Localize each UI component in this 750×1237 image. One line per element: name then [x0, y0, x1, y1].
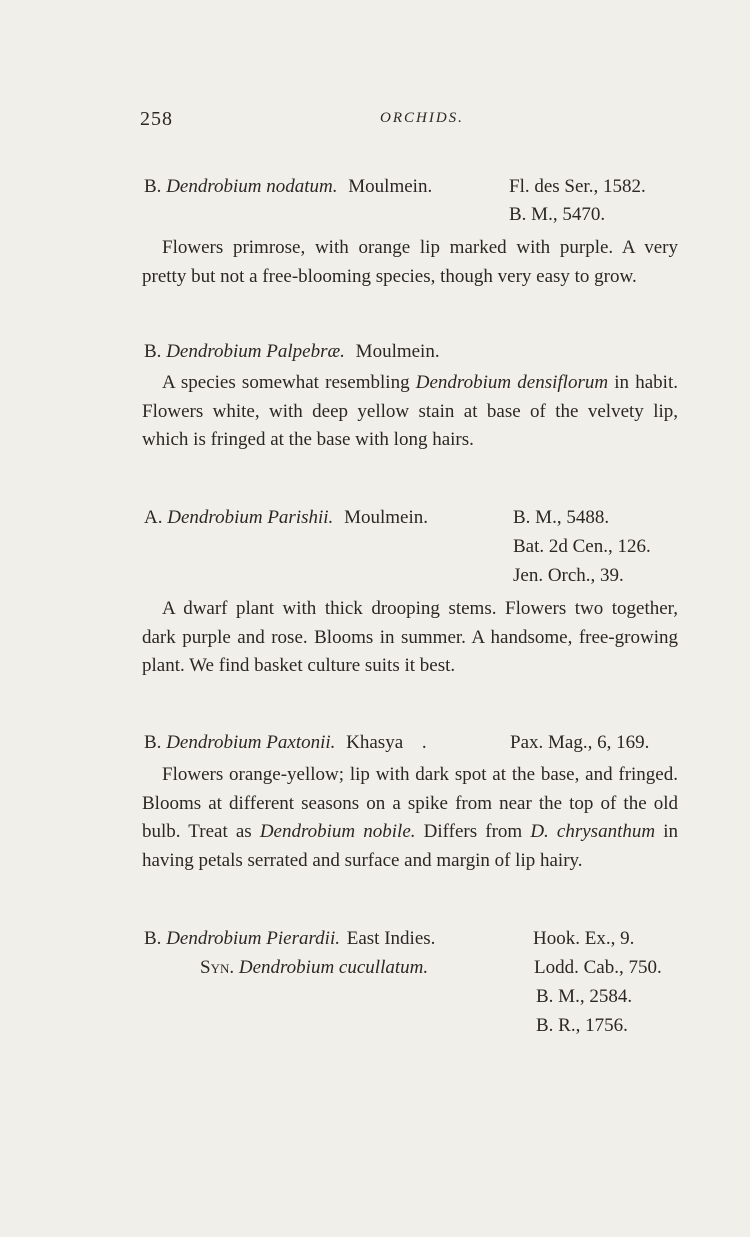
- synonym-line: [200, 957, 520, 985]
- synonym-name: Dendrobium cucullatum.: [238, 957, 429, 978]
- entry-class: B.: [144, 176, 162, 197]
- entry-species: Dendrobium Palpebræ.: [166, 341, 345, 362]
- entry-locality: Moulmein.: [344, 507, 428, 528]
- entry-locality: Moulmein.: [348, 176, 433, 197]
- running-title: ORCHIDS.: [380, 110, 464, 126]
- entry-class: B.: [144, 732, 162, 753]
- entry-reference: Hook. Ex., 9.: [533, 928, 635, 949]
- synonym-label: Syn.: [200, 957, 235, 978]
- entry-reference: B. M., 5470.: [509, 204, 606, 225]
- page-number: 258: [140, 108, 173, 130]
- entry-reference: Jen. Orch., 39.: [513, 565, 624, 586]
- entry-reference: Bat. 2d Cen., 126.: [513, 536, 651, 557]
- entry-class: A.: [144, 507, 163, 528]
- entry-locality: East Indies.: [346, 928, 436, 949]
- synonym-reference: B. M., 2584.: [536, 986, 633, 1007]
- entry-class: B.: [144, 928, 162, 949]
- entry-locality: Moulmein.: [355, 341, 440, 362]
- entry-heading: [144, 341, 684, 369]
- entry-locality: Khasya: [346, 732, 404, 753]
- synonym-reference: B. R., 1756.: [536, 1015, 628, 1036]
- entry-reference: B. M., 5488.: [513, 507, 610, 528]
- entry-description: Flowers primrose, with orange lip marked with purple. A very pretty but not a free-blooming species, though very easy to grow.: [142, 237, 678, 287]
- entry-separator-dot: .: [421, 732, 427, 753]
- entry-description: A dwarf plant with thick drooping stems. Flowers two together, dark purple and rose. Blooms in summer. A handsome, free-growing plant. We find basket culture suits it best.: [142, 598, 678, 677]
- entry-reference: Fl. des Ser., 1582.: [509, 176, 646, 197]
- entry-species: Dendrobium Paxtonii.: [166, 732, 336, 753]
- entry-reference: Pax. Mag., 6, 169.: [510, 732, 650, 753]
- entry-species: Dendrobium Pierardii.: [166, 928, 340, 949]
- entry-class: B.: [144, 341, 162, 362]
- entry-species: Dendrobium nodatum.: [166, 176, 338, 197]
- entry-species: Dendrobium Parishii.: [167, 507, 334, 528]
- entry-description: Flowers orange-yellow; lip with dark spot at the base, and fringed. Blooms at different seasons on a spike from near the top of the old bulb. Treat as Dendrobium nobile. Differs from D. chrysanthum in having petals serrated and surface and margin of lip hairy.: [142, 764, 678, 871]
- synonym-reference: Lodd. Cab., 750.: [534, 957, 662, 978]
- page-header: [140, 108, 680, 134]
- entry-description: A species somewhat resembling Dendrobium densiflorum in habit. Flowers white, with deep yellow stain at base of the velvety lip, which is fringed at the base with long hairs.: [142, 372, 678, 451]
